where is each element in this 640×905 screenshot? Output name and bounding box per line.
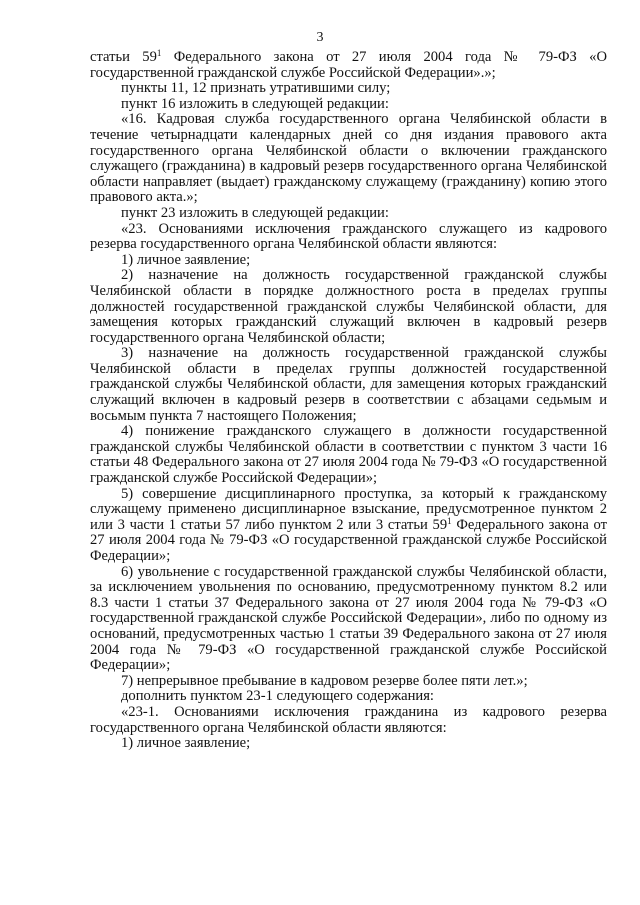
paragraph: пункт 16 изложить в следующей редакции: (121, 95, 389, 112)
paragraph: 5) совершение дисциплинарного проступка, за который к гражданскому служащему применено дисциплинарное взыскание, предусмотренное пунктом 2 или 3 части 1 статьи 57 либо пунктом 2 или 3 статьи $59^1$ Федерального закона от 27 июля 2004 года № 79-ФЗ «О государственной гражданской службе Российской Федерации»; (90, 485, 607, 564)
paragraph: пункты 11, 12 признать утратившими силу; (121, 80, 391, 97)
document-body (90, 50, 607, 752)
paragraph: 7) непрерывное пребывание в кадровом резерве более пяти лет.»; (121, 672, 528, 689)
paragraph: 1) личное заявление; (121, 735, 251, 752)
paragraph: дополнить пунктом 23-1 следующего содержания: (121, 688, 434, 705)
paragraph: «23. Основаниями исключения гражданского служащего из кадрового резерва государственного органа Челябинской области являются: (90, 220, 607, 253)
paragraph: 1) личное заявление; (121, 251, 251, 268)
paragraph: пункт 23 изложить в следующей редакции: (121, 204, 389, 221)
page-number: 3 (316, 30, 324, 45)
paragraph: «16. Кадровая служба государственного органа Челябинской области в течение четырнадцати календарных дней со дня издания правового акта государственного органа Челябинской области о включении гражданского служащего (гражданина) в кадровый резерв государственного органа Челябинской области направляет (выдает) гражданскому служащему (гражданину) копию этого правового акта.»; (90, 111, 607, 206)
superscript: 1 (156, 48, 162, 58)
paragraph: 2) назначение на должность государственной гражданской службы Челябинской области в порядке должностного роста в пределах группы должностей государственной гражданской службы Челябинской области, для замещения которых гражданский служащий включен в кадровый резерв государственного органа Челябинской области; (90, 267, 607, 346)
superscript: 1 (447, 515, 452, 526)
paragraph: «23-1. Основаниями исключения гражданина из кадрового резерва государственного органа Челябинской области являются: (90, 703, 607, 736)
paragraph: статьи $59^1$ Федерального закона от 27 июля 2004 года № 79-ФЗ «О государственной гражданской службе Российской Федерации».»; (90, 48, 608, 81)
paragraph: 6) увольнение с государственной гражданской службы Челябинской области, за исключением увольнения по основанию, предусмотренному пунктом 8.2 или 8.3 части 1 статьи 37 Федерального закона от 27 июля 2004 года № 79-ФЗ «О государственной гражданской службе Российской Федерации», либо по одному из оснований, предусмотренных частью 1 статьи 39 Федерального закона от 27 июля 2004 года № 79-ФЗ «О государственной гражданской службе Российской Федерации»; (90, 563, 607, 674)
paragraph: 4) понижение гражданского служащего в должности государственной гражданской службы Челябинской области в соответствии с пунктом 3 части 16 статьи 48 Федерального закона от 27 июля 2004 года № 79-ФЗ «О государственной гражданской службе Российской Федерации»; (90, 423, 607, 487)
paragraph: 3) назначение на должность государственной гражданской службы Челябинской области в пределах группы должностей государственной гражданской службы Челябинской области, для замещения которых гражданский служащий включен в кадровый резерв в соответствии с абзацами седьмым и восьмым пункта 7 настоящего Положения; (90, 345, 607, 424)
